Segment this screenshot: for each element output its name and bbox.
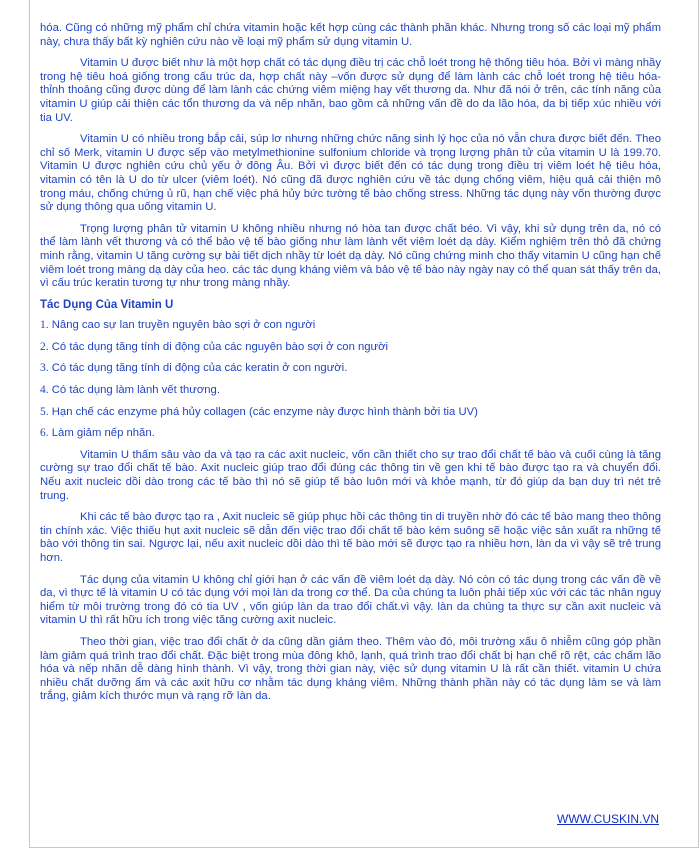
list-item: [40, 319, 661, 333]
list-text: Có tác dụng tăng tính di động của các nguyên bào sợi ở con người: [51, 340, 389, 353]
list-text: Hạn chế các enzyme phá hủy collagen (các enzyme này được hình thành bởi tia UV): [51, 405, 478, 418]
list-number: 2.: [40, 340, 49, 353]
section-heading: Tác Dụng Của Vitamin U: [40, 298, 174, 311]
paragraph-molecular-weight: Trọng lượng phân tử vitamin U không nhiều nhưng nó hòa tan được chất béo. Vì vậy, khi sử dụng trên da, nó có thể làm lành vết thương và có thể bảo vệ tế bào giống như làm lành vết viêm loét dạ dày. Kiểm nghiệm trên thỏ đã chứng minh rằng, vitamin U tăng cường sự bài tiết dịch nhầy từ loét dạ dày. Nó cũng chứng minh cho thấy vitamin U cũng hạn chế viêm loét trong màng dạ dày của heo. các tác dụng kháng viêm và bảo vệ tế bào này ngày nay có thể quan sát thấy trên da, vì cấu trúc keratin tương tự như trong màng nhầy.: [40, 222, 661, 290]
list-item: [40, 406, 661, 420]
article-body: [40, 22, 661, 712]
list-item: [40, 384, 661, 398]
list-item: [40, 362, 661, 376]
list-number: 6.: [40, 427, 49, 440]
paragraph-metabolism: Theo thời gian, việc trao đổi chất ở da cũng dần giảm theo. Thêm vào đó, môi trường xấu ô nhiễm cũng góp phần làm giảm quá trình trao đổi chất. Đặc biệt trong mùa đông khô, lạnh, quá trình trao đổi chất bị hạn chế rõ rệt, các chấm lão hóa và nếp nhăn dễ dàng hình thành. Vì vậy, trong thời gian này, việc sử dụng vitamin U là rất cần thiết. vitamin U chứa nhiều chất dưỡng ẩm và các axit hữu cơ nhằm tác dụng kháng viêm. Những thành phần này có tác dụng làm se và làm trắng, giảm kích thước mụn và rạng rỡ làn da.: [40, 635, 661, 703]
list-item: [40, 427, 661, 441]
website-link[interactable]: WWW.CUSKIN.VN: [557, 812, 659, 826]
paragraph-nucleic-acid: Vitamin U thấm sâu vào da và tạo ra các axit nucleic, vốn cần thiết cho sự trao đổi chất tế bào và cuối cùng là tăng cường sự trao đổi chất tế bào. Axit nucleic giúp trao đổi đúng các thông tin về gen khi tế bào được tạo ra và chuyển đổi. Nếu axit nucleic dồi dào trong các tế bào thì nó sẽ giúp tế bào luôn mới và khỏe mạnh, từ đó giúp da bạn duy trì nét trẻ trung.: [40, 448, 661, 502]
list-text: Có tác dụng tăng tính di động của các keratin ở con người.: [51, 362, 348, 375]
list-number: 1.: [40, 319, 49, 332]
list-number: 3.: [40, 362, 49, 375]
paragraph-sources: Vitamin U có nhiều trong bắp cải, súp lơ nhưng những chức năng sinh lý học của nó vẫn chưa được biết đến. Theo chỉ số Merk, vitamin U được sếp vào metylmethionine sulfonium chloride và trọng lượng phân tử của vitamin U là 199.70. Vitamin U được nghiên cứu chủ yếu ở đông Âu. Bởi vì được biết đến có tác dụng trong điều trị viêm loét hệ tiêu hóa, vitamin có tên là U do từ ulcer (viêm loét). Nó cũng đã được nghiên cứu về tác dụng chống viêm, hiệu quả cải thiện mô trong máu, chống chứng ủ rũ, hạn chế việc phá hủy bức tường tế bào chống stress. Những tác dụng này vốn thường được sử dụng thông qua uống vitamin U.: [40, 133, 661, 214]
list-number: 5.: [40, 405, 49, 418]
list-number: 4.: [40, 384, 49, 397]
list-text: Nâng cao sự lan truyền nguyên bào sợi ở con người: [51, 319, 316, 332]
paragraph-skin-effects: Tác dụng của vitamin U không chỉ giới hạn ở các vấn đề viêm loét dạ dày. Nó còn có tác dụng trong các vấn đề về da, vì thực tế là vitamin U có tác dụng với mọi làn da trong cơ thể. Da của chúng ta luôn phải tiếp xúc với các tác nhân nguy hiểm từ môi trường trong đó có tia UV , vốn giúp làn da trao đổi chất.vì vậy. làn da chúng ta thực sự cần axit nucleic và vitamin U thì rất hữu ích trong việc tăng cường axit nucleic.: [40, 573, 661, 627]
paragraph-intro: hóa. Cũng có những mỹ phẩm chỉ chứa vitamin hoặc kết hợp cùng các thành phần khác. Nhưng trong số các loại mỹ phẩm này, chưa thấy bất kỳ nghiên cứu nào về loại mỹ phẩm sử dụng vitamin U.: [40, 22, 661, 48]
paragraph-genetic-info: Khi các tế bào được tạo ra , Axit nucleic sẽ giúp phục hồi các thông tin di truyền nhờ đó các tế bào mang theo thông tin chính xác. Việc thiếu hụt axit nucleic sẽ dẫn đến việc trao đổi chất tế bào kém suông sẽ hoặc việc sản xuất ra những tế bào với thông tin sai. Ngược lại, nếu axit nucleic dồi dào thì tế bào mới sẽ được tạo ra nhiều hơn, làn da vì vậy sẽ trẻ trung hơn.: [40, 511, 661, 564]
paragraph-definition: Vitamin U được biết như là một hợp chất có tác dụng điều trị các chỗ loét trong hệ thống tiêu hóa. Bởi vì màng nhầy trong hệ tiêu hoá giống trong cấu trúc da, hợp chất này –vốn được sử dụng để làm lành các chỗ loét trong hệ tiêu hóa- thỉnh thoảng cũng được dùng để làm lành các chứng viêm miệng hay vết thương da. Như đã nói ở trên, các tính năng của vitamin U giúp cải thiện các tổn thương da và nếp nhăn, bao gồm cả những vấn đề do da lão hóa, da bị tiếp xúc nhiều với tia UV.: [40, 57, 661, 124]
list-item: [40, 341, 661, 355]
list-text: Có tác dụng làm lành vết thương.: [51, 384, 220, 397]
list-text: Làm giảm nếp nhăn.: [51, 427, 155, 440]
